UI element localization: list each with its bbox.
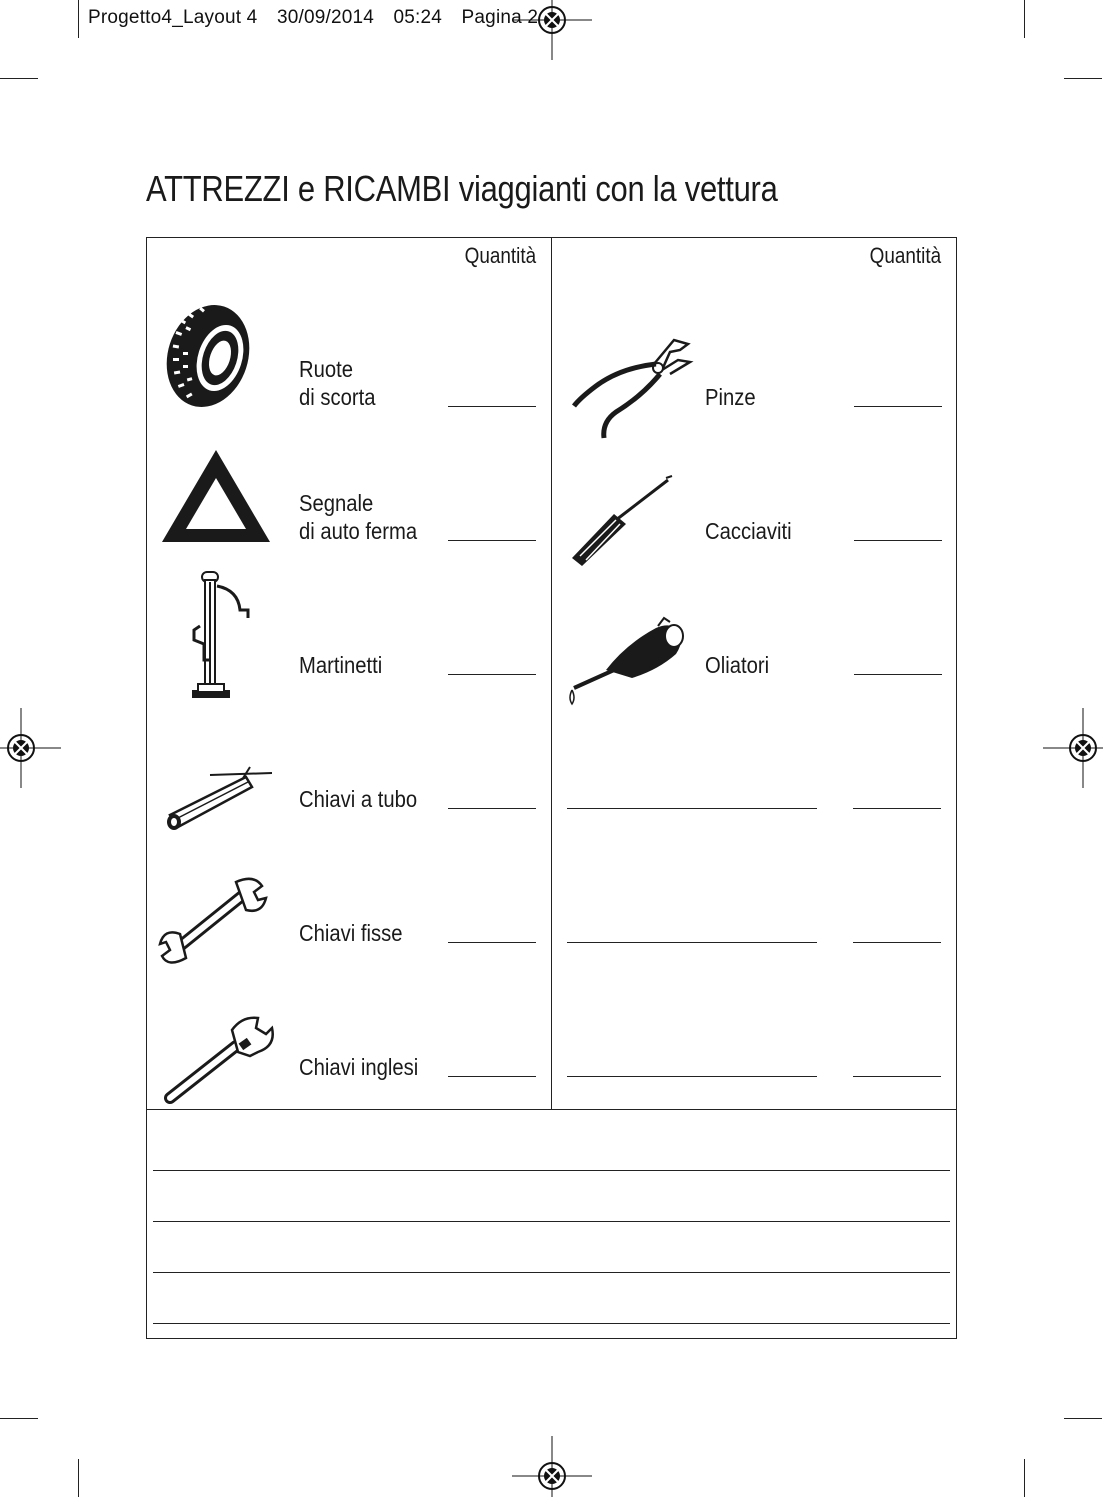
crop-mark [1064,1418,1102,1419]
item-label-oil-can [705,651,769,679]
item-label-line: Oliatori [705,652,770,678]
notes-line[interactable] [153,1272,950,1273]
crop-mark [0,1418,38,1419]
page-title: ATTREZZI e RICAMBI viaggianti con la vettura [146,168,778,209]
item-label-line: Cacciaviti [705,518,792,544]
notes-line[interactable] [153,1323,950,1324]
screwdriver-icon [568,474,676,570]
crop-mark [0,78,38,79]
registration-mark-icon [512,1436,592,1497]
quantity-field[interactable] [854,406,942,407]
oil-can-icon [566,614,690,710]
quantity-field[interactable] [853,808,941,809]
item-label-line: Chiavi fisse [299,920,403,946]
column-divider [551,237,552,1110]
registration-mark-icon [0,708,61,788]
item-label-line: Ruote [299,356,354,382]
registration-mark-icon [1043,708,1103,788]
print-header-file: Progetto4_Layout 4 [88,7,258,28]
item-label-line: Chiavi inglesi [299,1054,419,1080]
item-label-line: Martinetti [299,652,383,678]
spare-wheel-icon [160,300,260,412]
item-label-line: Pinze [705,384,756,410]
item-label-socket-wrench [299,785,417,813]
quantity-field[interactable] [448,540,536,541]
notes-line[interactable] [153,1170,950,1171]
item-label-line: di auto ferma [299,518,418,544]
quantity-field[interactable] [448,942,536,943]
quantity-field[interactable] [854,540,942,541]
notes-line[interactable] [153,1221,950,1222]
print-header-time: 05:24 [393,7,443,28]
item-label-line: di scorta [299,384,376,410]
crop-mark [1024,1459,1025,1497]
item-label-warning-triangle [299,489,417,545]
item-label-pliers [705,383,756,411]
item-label-screwdriver [705,517,792,545]
crop-mark [1064,78,1102,79]
item-label-line: Segnale [299,490,374,516]
car-jack-icon [186,568,254,702]
print-header-date: 30/09/2014 [276,7,375,28]
print-header-page: Pagina 2 [461,7,539,28]
crop-mark [78,1459,79,1497]
pliers-icon [570,334,694,444]
quantity-field[interactable] [853,1076,941,1077]
crop-mark [1024,0,1025,38]
item-label-line: Chiavi a tubo [299,786,418,812]
quantity-field[interactable] [853,942,941,943]
blank-item-field[interactable] [567,1076,817,1077]
warning-triangle-icon [160,448,272,546]
registration-mark-icon [512,0,592,60]
right-quantity-header: Quantità [869,243,941,268]
quantity-field[interactable] [448,674,536,675]
blank-item-field[interactable] [567,808,817,809]
socket-wrench-icon [160,765,276,837]
item-label-car-jack [299,651,382,679]
quantity-field[interactable] [854,674,942,675]
open-end-wrench-icon [158,874,270,972]
adjustable-wrench-icon [160,1012,276,1110]
quantity-field[interactable] [448,808,536,809]
print-header [88,7,552,29]
item-label-spare-wheel [299,355,376,411]
item-label-adjustable-wrench [299,1053,418,1081]
quantity-field[interactable] [448,406,536,407]
blank-item-field[interactable] [567,942,817,943]
crop-mark [78,0,79,38]
quantity-field[interactable] [448,1076,536,1077]
left-quantity-header: Quantità [464,243,536,268]
item-label-open-end-wrench [299,919,402,947]
